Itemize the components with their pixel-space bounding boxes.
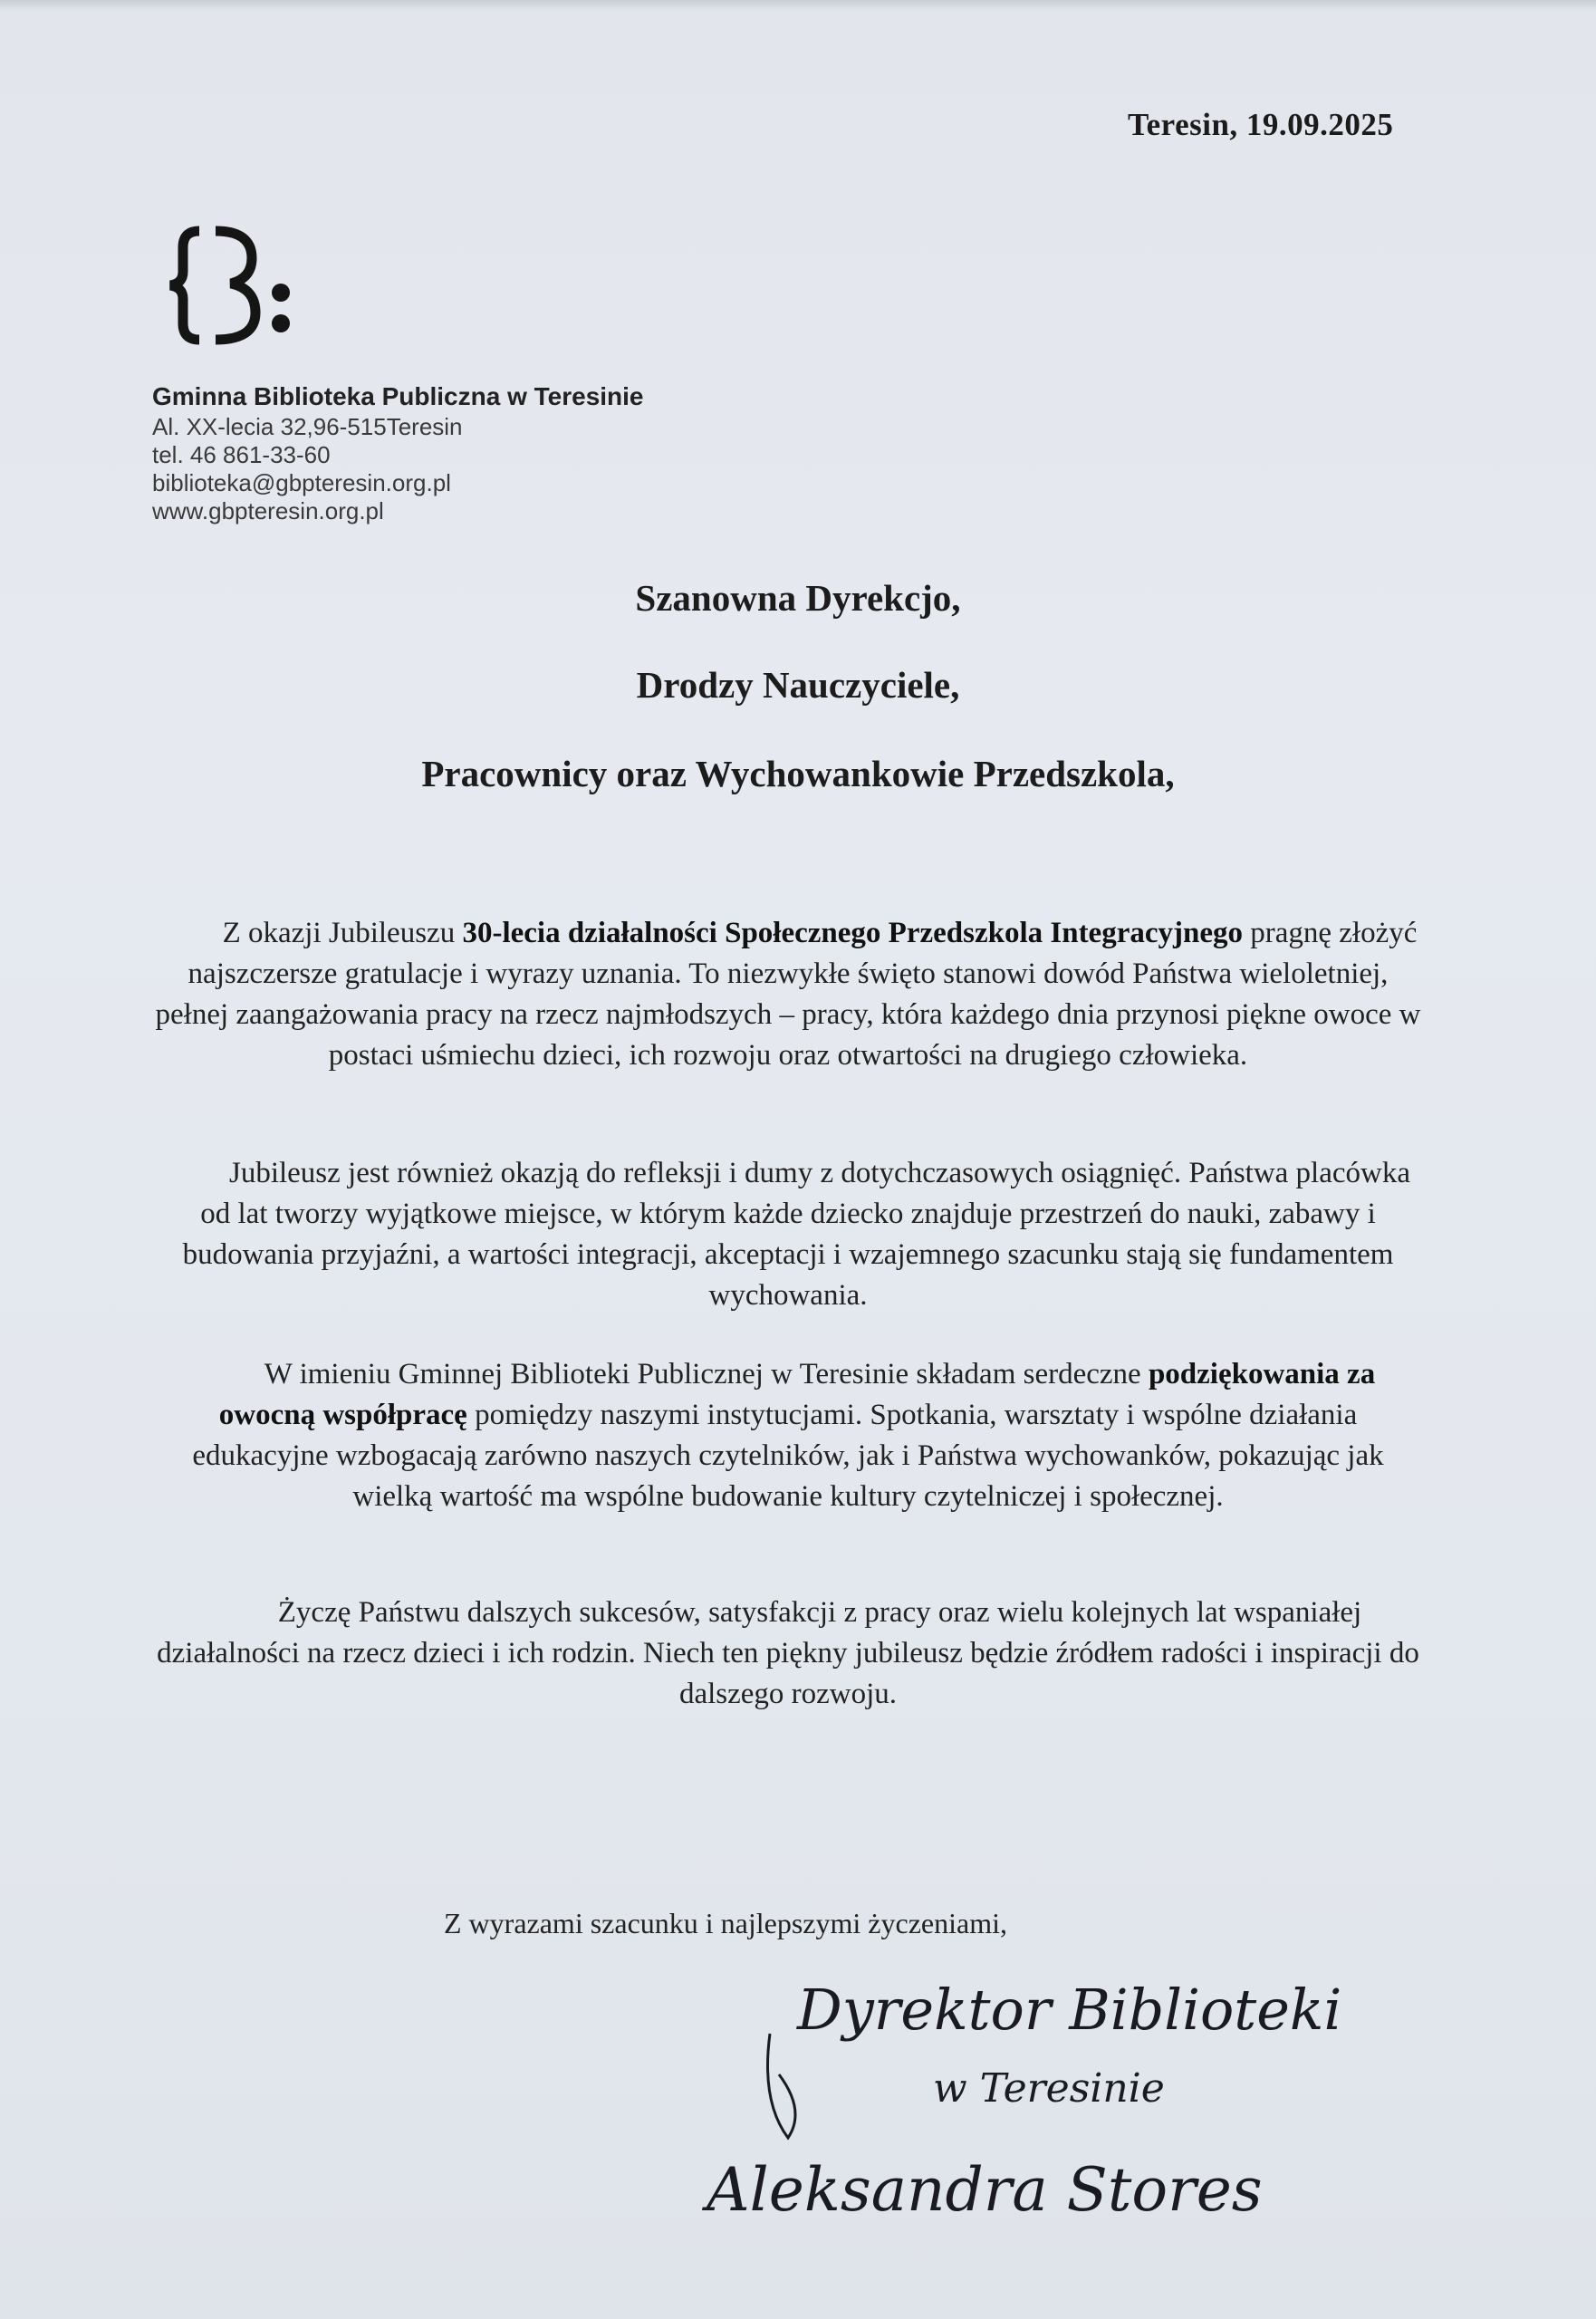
organization-email: biblioteka@gbpteresin.org.pl [152, 469, 451, 496]
library-logo-icon [163, 222, 308, 349]
organization-website: www.gbpteresin.org.pl [152, 497, 384, 524]
greeting-line: Pracownicy oraz Wychowankowie Przedszkola, [421, 753, 1175, 794]
paragraph-text: Jubileusz jest również okazją do refleksji i dumy z dotychczasowych osiągnięć. Państwa placówka od lat tworzy wyjątkowe miejsce, w którym każde dziecko znajduje przestrzeń do nauki, zabawy i budowania przyjaźni, a wartości integracji, akceptacji i wzajemnego szacunku stają się fundamentem wychowania. [182, 1157, 1410, 1312]
paragraph-congratulations [154, 913, 1422, 1076]
closing-line: Z wyrazami szacunku i najlepszymi życzeniami, [444, 1907, 1007, 1939]
organization-block [152, 382, 644, 525]
greeting-line: Drodzy Nauczyciele, [636, 664, 960, 706]
handwritten-signature [688, 1948, 1413, 2256]
signature-name: Aleksandra Stores [707, 2155, 1263, 2225]
paper-edge [0, 0, 1596, 11]
greeting-line: Szanowna Dyrekcjo, [635, 577, 961, 619]
letter-date: Teresin, 19.09.2025 [1128, 107, 1394, 142]
paragraph-wishes [154, 1593, 1422, 1715]
paragraph-thanks [154, 1354, 1422, 1517]
signature-title: Dyrektor Biblioteki [797, 1977, 1342, 2043]
organization-phone: tel. 46 861-33-60 [152, 441, 331, 468]
paragraph-text: pomiędzy naszymi instytucjami. Spotkania, warsztaty i wspólne działania edukacyjne wzbogacają zarówno naszych czytelników, jak i Państwa wychowanków, pokazując jak wielką wartość ma wspólne budowanie kultury czytelniczej i społecznej. [192, 1399, 1384, 1513]
paragraph-text: W imieniu Gminnej Biblioteki Publicznej w Teresinie składam serdeczne [264, 1358, 1149, 1390]
paragraph-emphasis: 30-lecia działalności Społecznego Przedszkola Integracyjnego [462, 917, 1243, 949]
paragraph-text: pragnę złożyć najszczersze gratulacje i wyrazy uznania. To niezwykłe święto stanowi dowód Państwa wieloletniej, pełnej zaangażowania pracy na rzecz najmłodszych – pracy, która każdego dnia przynosi piękne owoce w postaci uśmiechu dzieci, ich rozwoju oraz otwartości na drugiego człowieka. [155, 917, 1421, 1072]
signature-location: w Teresinie [933, 2065, 1165, 2112]
paragraph-emphasis: podziękowania za owocną współpracę [218, 1358, 1376, 1431]
paragraph-reflection [154, 1153, 1422, 1316]
paragraph-text: Życzę Państwu dalszych sukcesów, satysfakcji z pracy oraz wielu kolejnych lat wspaniałej działalności na rzecz dzieci i ich rodzin. Niech ten piękny jubileusz będzie źródłem radości i inspiracji do dalszego rozwoju. [157, 1596, 1419, 1710]
paragraph-text: Z okazji Jubileuszu [222, 917, 463, 949]
organization-name: Gminna Biblioteka Publiczna w Teresinie [152, 382, 644, 410]
organization-address: Al. XX-lecia 32,96-515Teresin [152, 413, 463, 440]
